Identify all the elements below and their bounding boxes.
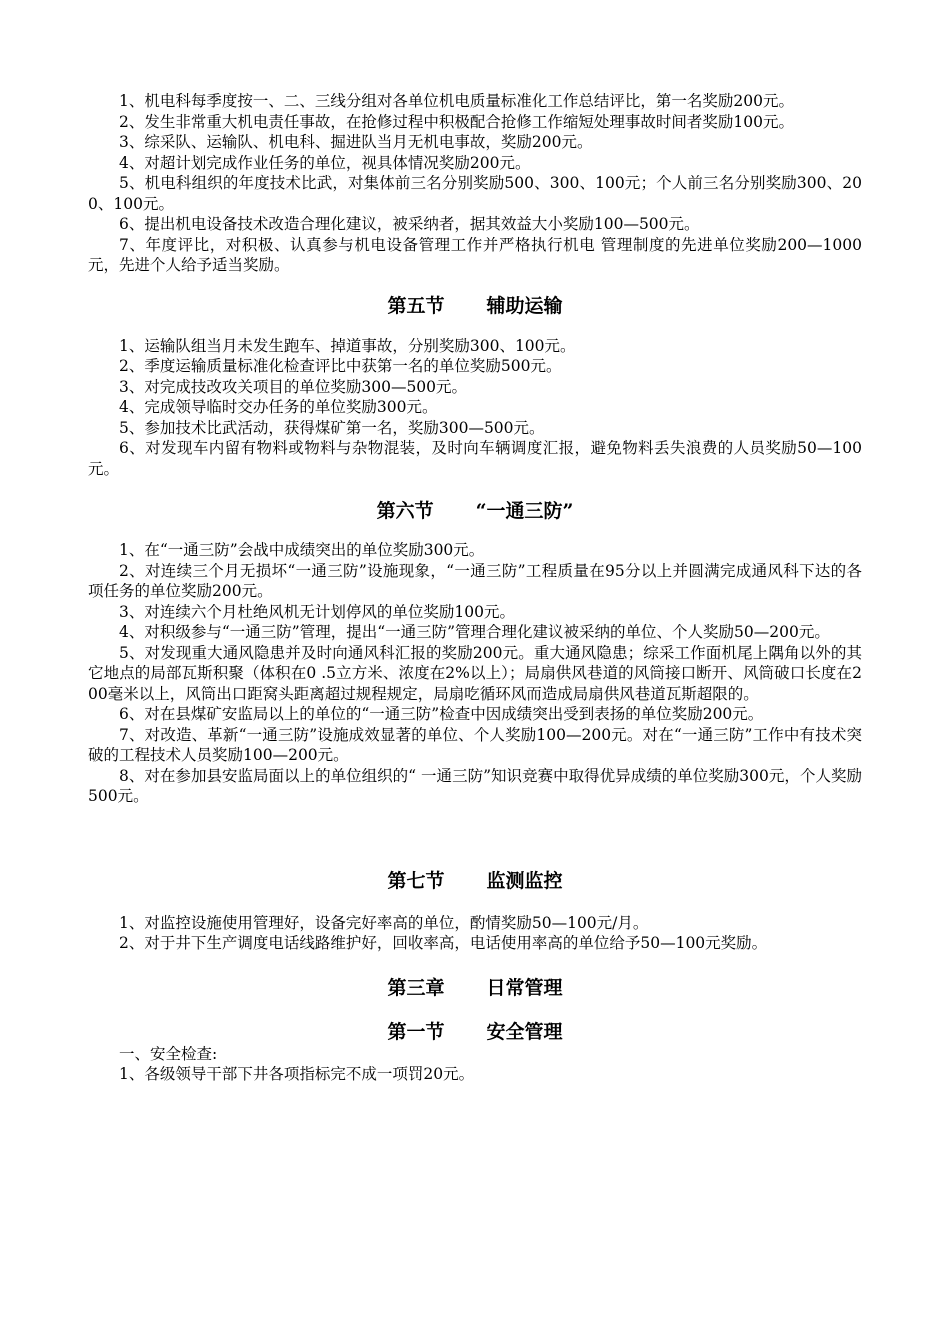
ch3-section1-number: 第一节 <box>387 1020 445 1043</box>
list-item: 5、对发现重大通风隐患并及时向通风科汇报的奖励200元。重大通风隐患；综采工作面机尾上隅角以外的其它地点的局部瓦斯积聚（体积在0 .5立方米、浓度在2%以上）；局扇供风巷道的风筒接口断开、风筒破口长度在200毫米以上，风筒出口距窝头距离超过规程规定，局扇吃循环风而造成局扇供风巷道瓦斯超限的。 <box>88 643 862 703</box>
list-item: 4、对超计划完成作业任务的单位，视具体情况奖励200元。 <box>119 153 531 172</box>
section7-number: 第七节 <box>387 869 445 892</box>
ch3-section1-item-list <box>88 1064 862 1085</box>
list-item: 6、对发现车内留有物料或物料与杂物混装，及时向车辆调度汇报，避免物料丢失浪费的人员奖励50—100元。 <box>88 439 862 478</box>
chapter3-title: 日常管理 <box>486 976 563 999</box>
list-item: 6、提出机电设备技术改造合理化建议，被采纳者，据其效益大小奖励100—500元。 <box>119 215 700 233</box>
list-item: 2、发生非常重大机电责任事故，在抢修过程中积极配合抢修工作缩短处理事故时间者奖励100元。 <box>119 112 794 131</box>
list-item: 3、对完成技改攻关项目的单位奖励300—500元。 <box>119 377 468 396</box>
list-item: 6、对在县煤矿安监局以上的单位的“一通三防”检查中因成绩突出受到表扬的单位奖励200元。 <box>119 705 764 723</box>
list-item: 5、机电科组织的年度技术比武，对集体前三名分别奖励500、300、100元；个人前三名分别奖励300、200、100元。 <box>88 174 862 213</box>
section7-heading <box>88 869 862 893</box>
section5-item-list <box>88 336 862 480</box>
list-item: 1、在“一通三防”会战中成绩突出的单位奖励300元。 <box>119 541 485 559</box>
chapter3-heading <box>88 976 862 1000</box>
list-item: 3、综采队、运输队、机电科、掘进队当月无机电事故，奖励200元。 <box>119 133 593 151</box>
section7-item-list <box>88 913 862 954</box>
section5-number: 第五节 <box>387 294 445 317</box>
ch3-section1-title: 安全管理 <box>486 1020 563 1043</box>
section6-title: “一通三防” <box>475 500 574 522</box>
list-item: 1、机电科每季度按一、二、三线分组对各单位机电质量标准化工作总结评比，第一名奖励200元。 <box>119 92 794 110</box>
list-item: 1、各级领导干部下井各项指标完不成一项罚20元。 <box>119 1065 475 1083</box>
list-item: 3、对连续六个月杜绝风机无计划停风的单位奖励100元。 <box>119 602 515 621</box>
list-item: 4、对积级参与“一通三防”管理，提出“一通三防”管理合理化建议被采纳的单位、个人奖励50—200元。 <box>119 623 830 641</box>
list-item: 7、对改造、革新“一通三防”设施成效显著的单位、个人奖励100—200元。对在“一通三防”工作中有技术突破的工程技术人员奖励100—200元。 <box>88 725 862 764</box>
section5-heading <box>88 294 862 318</box>
document-page <box>88 91 862 1085</box>
list-item: 2、对于井下生产调度电话线路维护好，回收率高，电话使用率高的单位给予50—100元奖励。 <box>119 934 768 952</box>
list-item: 5、参加技术比武活动，获得煤矿第一名，奖励300—500元。 <box>119 418 545 437</box>
chapter3-number: 第三章 <box>387 976 445 999</box>
list-item: 8、对在参加县安监局面以上的单位组织的“ 一通三防”知识竞赛中取得优异成绩的单位奖励300元，个人奖励500元。 <box>88 766 862 805</box>
list-item: 1、运输队组当月未发生跑车、掉道事故，分别奖励300、100元。 <box>119 336 576 355</box>
section5-title: 辅助运输 <box>486 294 563 317</box>
list-item: 4、完成领导临时交办任务的单位奖励300元。 <box>119 398 438 416</box>
list-item: 2、季度运输质量标准化检查评比中获第一名的单位奖励500元。 <box>119 357 562 375</box>
list-item: 2、对连续三个月无损坏“一通三防”设施现象，“一通三防”工程质量在95分以上并圆满完成通风科下达的各项任务的单位奖励200元。 <box>88 561 862 600</box>
ch3-section1-heading <box>88 1020 862 1044</box>
section4-item-list <box>88 91 862 276</box>
section6-number: 第六节 <box>376 500 434 522</box>
section6-item-list <box>88 540 862 807</box>
section6-heading <box>88 499 862 523</box>
list-item: 1、对监控设施使用管理好，设备完好率高的单位，酌情奖励50—100元/月。 <box>119 913 649 932</box>
list-item: 7、年度评比，对积极、认真参与机电设备管理工作并严格执行机电 管理制度的先进单位奖励200—1000元，先进个人给予适当奖励。 <box>88 235 862 274</box>
subsection-heading: 一、安全检查: <box>119 1044 218 1063</box>
section7-title: 监测监控 <box>486 869 563 892</box>
